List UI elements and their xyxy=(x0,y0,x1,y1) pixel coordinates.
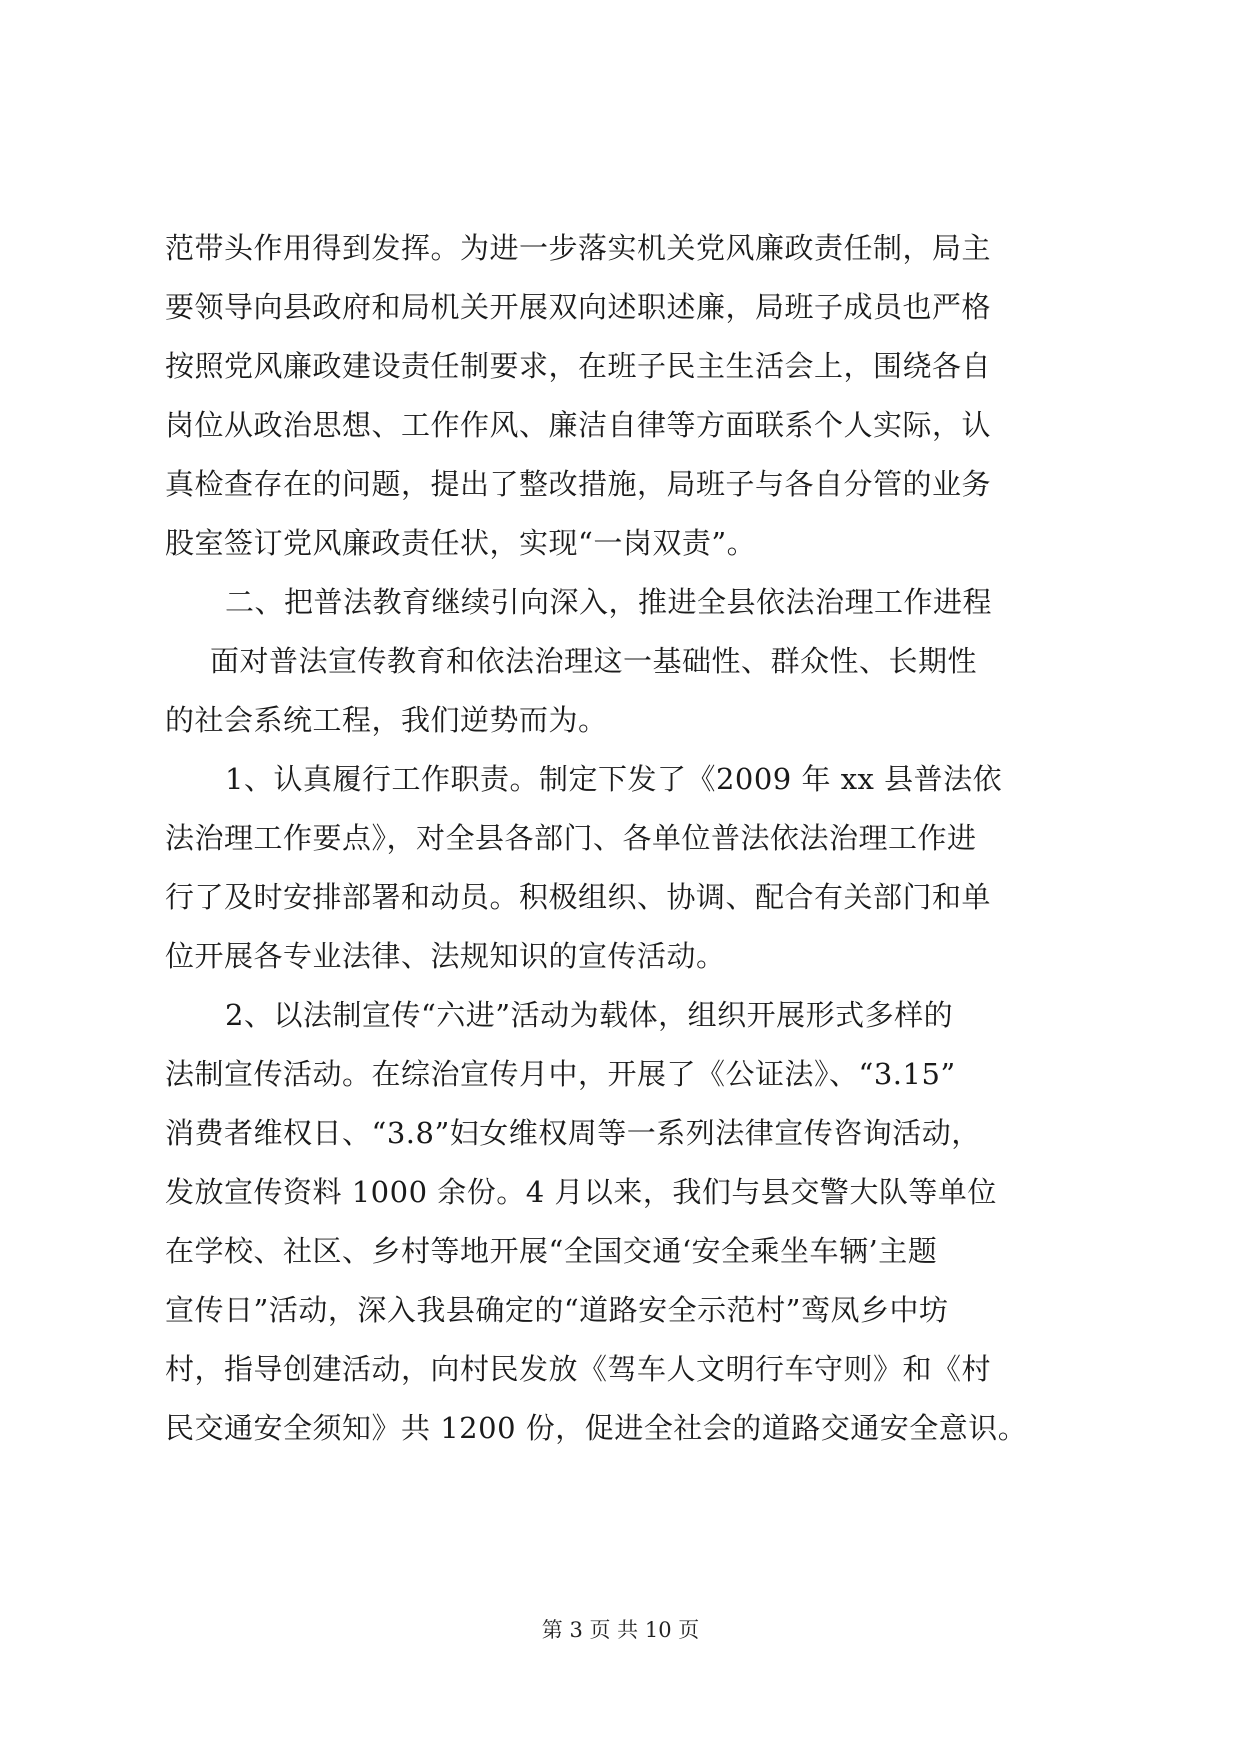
text-line: 真检查存在的问题，提出了整改措施，局班子与各自分管的业务 xyxy=(165,467,992,501)
text-line: 面对普法宣传教育和依法治理这一基础性、群众性、长期性 xyxy=(210,644,978,678)
text-line: 股室签订党风廉政责任状，实现“一岗双责”。 xyxy=(165,526,757,560)
text-line: 要领导向县政府和局机关开展双向述职述廉，局班子成员也严格 xyxy=(165,290,992,324)
text-line: 位开展各专业法律、法规知识的宣传活动。 xyxy=(165,939,726,973)
text-line: 消费者维权日、“3.8”妇女维权周等一系列法律宣传咨询活动， xyxy=(165,1116,981,1150)
text-line: 行了及时安排部署和动员。积极组织、协调、配合有关部门和单 xyxy=(165,880,992,914)
text-line: 村，指导创建活动，向村民发放《驾车人文明行车守则》和《村 xyxy=(165,1352,992,1386)
text-line: 在学校、社区、乡村等地开展“全国交通‘安全乘坐车辆’主题 xyxy=(165,1234,938,1268)
text-line: 范带头作用得到发挥。为进一步落实机关党风廉政责任制，局主 xyxy=(165,231,992,265)
text-line: 2、以法制宣传“六进”活动为载体，组织开展形式多样的 xyxy=(225,998,954,1032)
page-number: 第 3 页 共 10 页 xyxy=(541,1618,700,1642)
text-line: 宣传日”活动，深入我县确定的“道路安全示范村”鸾凤乡中坊 xyxy=(165,1293,949,1327)
text-line: 1、认真履行工作职责。制定下发了《2009 年 xx 县普法依 xyxy=(225,762,1003,796)
text-line: 法治理工作要点》，对全县各部门、各单位普法依法治理工作进 xyxy=(165,821,977,855)
text-line: 民交通安全须知》共 1200 份，促进全社会的道路交通安全意识。 xyxy=(165,1411,1028,1445)
text-line: 的社会系统工程，我们逆势而为。 xyxy=(165,703,608,737)
text-line: 按照党风廉政建设责任制要求，在班子民主生活会上，围绕各自 xyxy=(165,349,992,383)
text-line: 法制宣传活动。在综治宣传月中，开展了《公证法》、“3.15” xyxy=(165,1057,956,1091)
text-line: 岗位从政治思想、工作作风、廉洁自律等方面联系个人实际，认 xyxy=(165,408,992,442)
section-heading: 二、把普法教育继续引向深入，推进全县依法治理工作进程 xyxy=(225,585,993,619)
text-line: 发放宣传资料 1000 余份。4 月以来，我们与县交警大队等单位 xyxy=(165,1175,997,1209)
